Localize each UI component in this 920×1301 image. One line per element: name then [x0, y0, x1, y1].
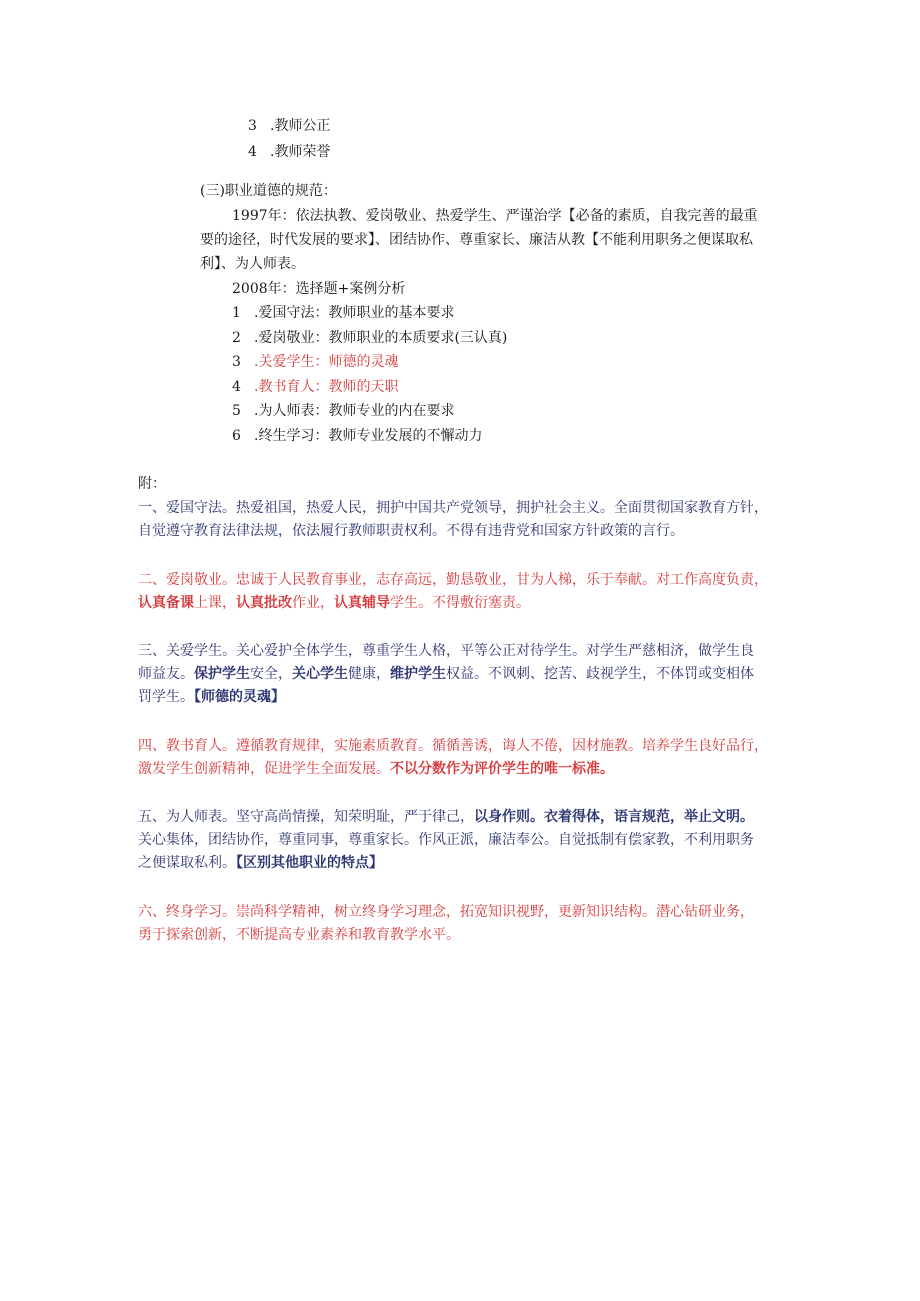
emphasis: 认真辅导 — [334, 595, 390, 611]
text-run: 上课， — [194, 595, 236, 611]
paragraph-line: 勇于探索创新，不断提高专业素养和教育教学水平。 — [138, 927, 460, 943]
paragraph-line — [138, 806, 788, 829]
norms-1997-line: 1997年：依法执教、爱岗敬业、热爱学生、严谨治学【必备的素质，自我完善的最重 — [232, 208, 758, 224]
list-text: .爱岗敬业：教师职业的本质要求(三认真) — [254, 330, 508, 346]
list-text: .终生学习：教师专业发展的不懈动力 — [254, 428, 483, 444]
list-number: 3 — [232, 354, 241, 370]
list-text: .教师荣誉 — [270, 144, 331, 160]
emphasis: 关心学生 — [292, 666, 348, 682]
list-number: 4 — [248, 144, 257, 160]
norms-1997-line: 利】、为人师表。 — [200, 256, 305, 272]
appendix-paragraph-2 — [138, 569, 788, 615]
list-item — [232, 401, 454, 421]
emphasis: 维护学生 — [390, 666, 446, 682]
paragraph-line: 二、爱岗敬业。忠诚于人民教育事业，志存高远，勤恳敬业，甘为人梯，乐于奉献。对工作高度负责， — [138, 572, 768, 588]
list-number: 6 — [232, 428, 241, 444]
paragraph-line: 四、教书育人。遵循教育规律，实施素质教育。循循善诱，诲人不倦，因材施教。培养学生良好品行， — [138, 738, 768, 754]
paragraph-line — [138, 758, 788, 781]
norms-2008-title: 2008年：选择题+案例分析 — [232, 281, 406, 297]
list-number: 5 — [232, 403, 241, 419]
paragraph-line: 自觉遵守教育法律法规，依法履行教师职责权利。不得有违背党和国家方针政策的言行。 — [138, 523, 684, 539]
paragraph-line: 六、终身学习。崇尚科学精神，树立终身学习理念，拓宽知识视野，更新知识结构。潜心钻研业务， — [138, 904, 754, 920]
annotation: 【师德的灵魂】 — [194, 689, 285, 705]
text-run: 安全， — [250, 666, 292, 682]
list-text: .为人师表：教师专业的内在要求 — [254, 403, 455, 419]
text-run: 权益。不讽刺、挖苦、歧视学生，不体罚或变相体 — [446, 666, 754, 682]
paragraph-line — [138, 852, 788, 875]
section-heading: (三)职业道德的规范： — [200, 183, 337, 199]
emphasis: 不以分数作为评价学生的唯一标准。 — [390, 761, 614, 777]
list-item — [248, 116, 330, 136]
emphasis: 保护学生 — [194, 666, 250, 682]
paragraph-line — [138, 592, 788, 615]
text-run: 师益友。 — [138, 666, 194, 682]
text-run: 罚学生。 — [138, 689, 194, 705]
norms-1997-line: 要的途径，时代发展的要求】、团结协作、尊重家长、廉洁从教【不能利用职务之便谋取私 — [200, 232, 753, 248]
list-item — [232, 352, 398, 372]
list-item — [232, 303, 454, 323]
text-run: 作业， — [292, 595, 334, 611]
list-text: .教书育人：教师的天职 — [254, 379, 399, 395]
paragraph-line: 三、关爱学生。关心爱护全体学生，尊重学生人格，平等公正对待学生。对学生严慈相济，做学生良 — [138, 643, 754, 659]
appendix-paragraph-6 — [138, 901, 788, 947]
list-number: 2 — [232, 330, 241, 346]
emphasis: 以身作则。衣着得体，语言规范，举止文明。 — [474, 809, 754, 825]
list-text: .教师公正 — [270, 118, 331, 134]
text-run: 之便谋取私利。 — [138, 855, 236, 871]
list-item — [248, 142, 330, 162]
list-number: 3 — [248, 118, 257, 134]
paragraph-line: 关心集体，团结协作，尊重同事，尊重家长。作风正派，廉洁奉公。自觉抵制有偿家教，不利用职务 — [138, 832, 754, 848]
emphasis: 认真备课 — [138, 595, 194, 611]
paragraph-line: 一、爱国守法。热爱祖国，热爱人民，拥护中国共产党领导，拥护社会主义。全面贯彻国家教育方针， — [138, 500, 768, 516]
list-number: 1 — [232, 305, 241, 321]
appendix-label: 附： — [138, 476, 166, 492]
text-run: 激发学生创新精神，促进学生全面发展。 — [138, 761, 390, 777]
emphasis: 认真批改 — [236, 595, 292, 611]
paragraph-line — [138, 686, 788, 709]
list-text: .关爱学生：师德的灵魂 — [254, 354, 399, 370]
list-item — [232, 377, 398, 397]
appendix-paragraph-4 — [138, 735, 788, 781]
text-run: 五、为人师表。坚守高尚情操，知荣明耻，严于律己， — [138, 809, 474, 825]
appendix-paragraph-1 — [138, 497, 788, 543]
appendix-paragraph-3 — [138, 640, 788, 709]
appendix-paragraph-5 — [138, 806, 788, 875]
text-run: 学生。不得敷衍塞责。 — [390, 595, 530, 611]
list-text: .爱国守法：教师职业的基本要求 — [254, 305, 455, 321]
annotation: 【区别其他职业的特点】 — [236, 855, 383, 871]
text-run: 健康， — [348, 666, 390, 682]
list-item — [232, 426, 482, 446]
list-number: 4 — [232, 379, 241, 395]
paragraph-line — [138, 663, 788, 686]
list-item — [232, 328, 507, 348]
